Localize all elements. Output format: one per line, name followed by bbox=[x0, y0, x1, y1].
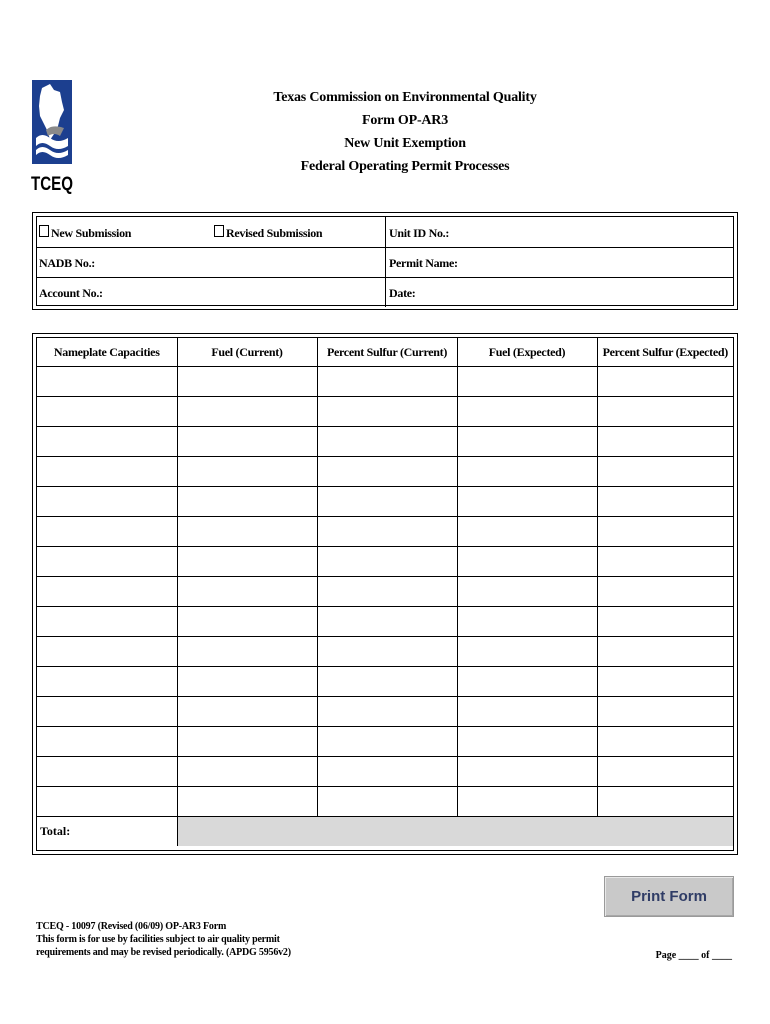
table-cell-input[interactable] bbox=[597, 487, 733, 517]
table-cell-input[interactable] bbox=[317, 637, 457, 667]
logo-text: TCEQ bbox=[31, 174, 73, 195]
table-row bbox=[37, 487, 733, 517]
form-footer bbox=[36, 920, 291, 959]
table-cell-input[interactable] bbox=[597, 397, 733, 427]
table-cell-input[interactable] bbox=[457, 397, 597, 427]
table-cell-input[interactable] bbox=[177, 547, 317, 577]
table-cell-input[interactable] bbox=[177, 667, 317, 697]
title-form-number: Form OP-AR3 bbox=[361, 113, 449, 128]
total-row bbox=[37, 817, 733, 847]
table-cell-input[interactable] bbox=[457, 667, 597, 697]
table-row bbox=[37, 577, 733, 607]
table-cell-input[interactable] bbox=[597, 607, 733, 637]
table-cell-input[interactable] bbox=[37, 427, 177, 457]
info-row-3 bbox=[37, 277, 733, 307]
title-form-name: New Unit Exemption bbox=[344, 136, 466, 151]
table-cell-input[interactable] bbox=[37, 697, 177, 727]
table-cell-input[interactable] bbox=[597, 367, 733, 397]
table-row bbox=[37, 637, 733, 667]
capacities-table-box bbox=[32, 333, 738, 855]
new-submission-checkbox[interactable] bbox=[39, 225, 49, 237]
table-cell-input[interactable] bbox=[37, 487, 177, 517]
table-row bbox=[37, 427, 733, 457]
table-row bbox=[37, 697, 733, 727]
table-cell-input[interactable] bbox=[177, 727, 317, 757]
table-cell-input[interactable] bbox=[597, 667, 733, 697]
table-cell-input[interactable] bbox=[317, 427, 457, 457]
table-cell-input[interactable] bbox=[37, 517, 177, 547]
table-cell-input[interactable] bbox=[317, 667, 457, 697]
table-row bbox=[37, 517, 733, 547]
page-number: Page ____ of ____ bbox=[655, 950, 732, 961]
table-cell-input[interactable] bbox=[317, 487, 457, 517]
table-cell-input[interactable] bbox=[37, 727, 177, 757]
table-cell-input[interactable] bbox=[37, 667, 177, 697]
table-cell-input[interactable] bbox=[177, 517, 317, 547]
submission-info-box bbox=[32, 212, 738, 310]
table-cell-input[interactable] bbox=[597, 757, 733, 787]
new-submission-label: New Submission bbox=[51, 226, 132, 240]
table-cell-input[interactable] bbox=[597, 787, 733, 817]
table-cell-input[interactable] bbox=[37, 757, 177, 787]
table-row bbox=[37, 607, 733, 637]
col-nameplate-capacities: Nameplate Capacities bbox=[37, 338, 177, 367]
footer-note-1: This form is for use by facilities subject to air quality permit bbox=[36, 934, 280, 945]
table-cell-input[interactable] bbox=[317, 367, 457, 397]
revised-submission-label: Revised Submission bbox=[226, 226, 323, 240]
table-cell-input[interactable] bbox=[597, 697, 733, 727]
table-cell-input[interactable] bbox=[597, 457, 733, 487]
table-cell-input[interactable] bbox=[597, 547, 733, 577]
nadb-label: NADB No.: bbox=[39, 256, 95, 270]
table-cell-input[interactable] bbox=[177, 367, 317, 397]
table-header-row bbox=[37, 338, 733, 367]
table-cell-input[interactable] bbox=[37, 367, 177, 397]
table-cell-input[interactable] bbox=[177, 757, 317, 787]
info-row-1 bbox=[37, 217, 733, 248]
table-cell-input[interactable] bbox=[37, 547, 177, 577]
table-cell-input[interactable] bbox=[597, 577, 733, 607]
table-cell-input[interactable] bbox=[37, 457, 177, 487]
table-cell-input[interactable] bbox=[37, 787, 177, 817]
table-cell-input[interactable] bbox=[597, 637, 733, 667]
table-cell-input[interactable] bbox=[177, 427, 317, 457]
info-row-2 bbox=[37, 247, 733, 278]
col-fuel-expected: Fuel (Expected) bbox=[457, 338, 597, 367]
table-cell-input[interactable] bbox=[177, 637, 317, 667]
table-cell-input[interactable] bbox=[457, 427, 597, 457]
table-cell-input[interactable] bbox=[317, 697, 457, 727]
table-row bbox=[37, 547, 733, 577]
table-cell-input[interactable] bbox=[457, 457, 597, 487]
table-cell-input[interactable] bbox=[317, 607, 457, 637]
table-cell-input[interactable] bbox=[457, 487, 597, 517]
col-fuel-current: Fuel (Current) bbox=[177, 338, 317, 367]
col-sulfur-current: Percent Sulfur (Current) bbox=[317, 338, 457, 367]
table-cell-input[interactable] bbox=[457, 787, 597, 817]
total-label: Total: bbox=[37, 817, 177, 847]
table-row bbox=[37, 667, 733, 697]
footer-note-2: requirements and may be revised periodically. (APDG 5956v2) bbox=[36, 947, 291, 958]
footer-form-id: TCEQ - 10097 (Revised (06/09) OP-AR3 Form bbox=[36, 921, 227, 932]
table-cell-input[interactable] bbox=[317, 397, 457, 427]
unit-id-label: Unit ID No.: bbox=[389, 226, 450, 240]
title-agency: Texas Commission on Environmental Quality bbox=[273, 90, 537, 105]
table-row bbox=[37, 457, 733, 487]
table-cell-input[interactable] bbox=[177, 607, 317, 637]
table-cell-input[interactable] bbox=[37, 577, 177, 607]
table-cell-input[interactable] bbox=[177, 787, 317, 817]
table-cell-input[interactable] bbox=[37, 607, 177, 637]
capacities-table bbox=[37, 338, 733, 846]
table-row bbox=[37, 787, 733, 817]
table-cell-input[interactable] bbox=[457, 727, 597, 757]
table-cell-input[interactable] bbox=[457, 637, 597, 667]
table-cell-input[interactable] bbox=[457, 367, 597, 397]
table-cell-input[interactable] bbox=[457, 547, 597, 577]
table-cell-input[interactable] bbox=[317, 577, 457, 607]
print-form-button[interactable]: Print Form bbox=[604, 876, 734, 917]
date-label: Date: bbox=[389, 286, 416, 300]
permit-name-label: Permit Name: bbox=[389, 256, 458, 270]
table-cell-input[interactable] bbox=[457, 757, 597, 787]
table-cell-input[interactable] bbox=[317, 457, 457, 487]
table-cell-input[interactable] bbox=[457, 517, 597, 547]
col-sulfur-expected: Percent Sulfur (Expected) bbox=[597, 338, 733, 367]
table-cell-input[interactable] bbox=[457, 607, 597, 637]
table-cell-input[interactable] bbox=[597, 517, 733, 547]
table-cell-input[interactable] bbox=[177, 577, 317, 607]
table-cell-input[interactable] bbox=[317, 757, 457, 787]
account-label: Account No.: bbox=[39, 286, 103, 300]
table-cell-input[interactable] bbox=[317, 547, 457, 577]
table-cell-input[interactable] bbox=[177, 697, 317, 727]
table-row bbox=[37, 727, 733, 757]
table-cell-input[interactable] bbox=[317, 727, 457, 757]
form-title bbox=[0, 86, 770, 178]
table-cell-input[interactable] bbox=[597, 727, 733, 757]
table-row bbox=[37, 757, 733, 787]
revised-submission-checkbox[interactable] bbox=[214, 225, 224, 237]
total-field[interactable] bbox=[177, 817, 733, 847]
table-cell-input[interactable] bbox=[177, 457, 317, 487]
table-cell-input[interactable] bbox=[597, 427, 733, 457]
table-cell-input[interactable] bbox=[457, 577, 597, 607]
table-cell-input[interactable] bbox=[317, 787, 457, 817]
table-cell-input[interactable] bbox=[177, 487, 317, 517]
table-cell-input[interactable] bbox=[37, 397, 177, 427]
table-row bbox=[37, 397, 733, 427]
table-cell-input[interactable] bbox=[177, 397, 317, 427]
table-cell-input[interactable] bbox=[457, 697, 597, 727]
table-cell-input[interactable] bbox=[317, 517, 457, 547]
table-cell-input[interactable] bbox=[37, 637, 177, 667]
title-process: Federal Operating Permit Processes bbox=[300, 159, 510, 174]
table-row bbox=[37, 367, 733, 397]
